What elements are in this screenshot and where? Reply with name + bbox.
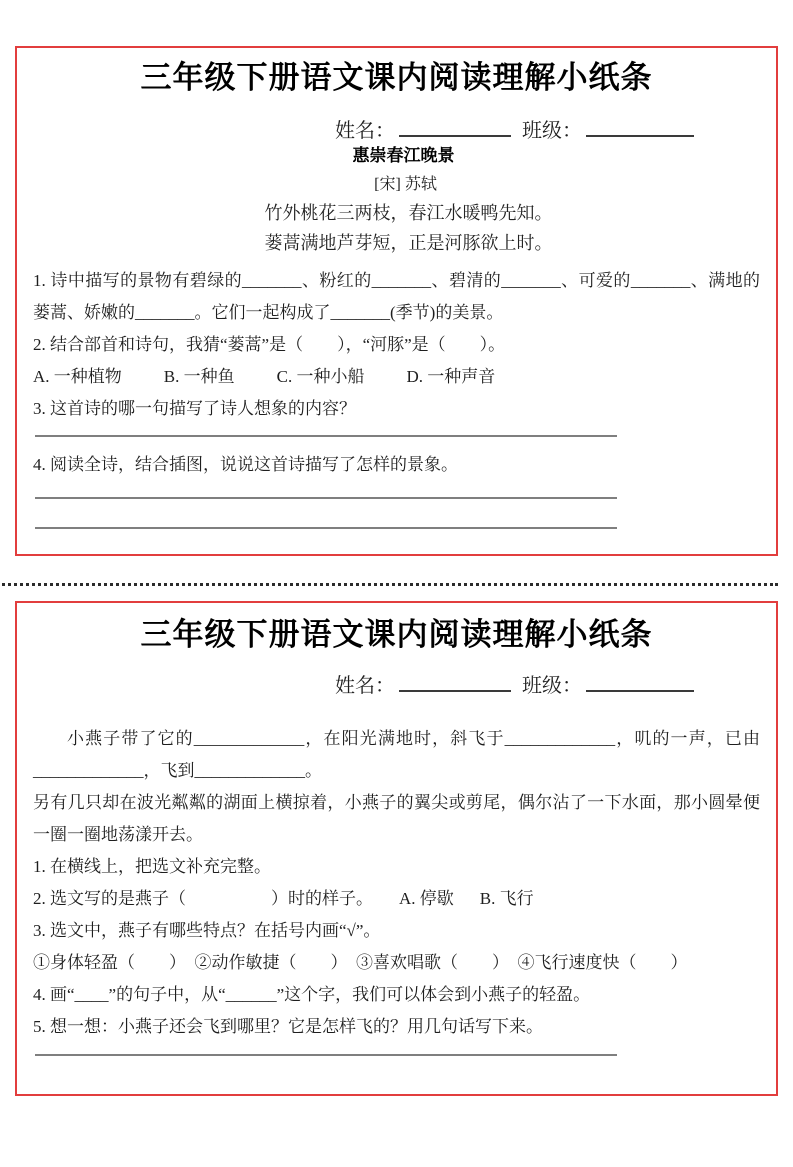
- poem-line-1: 竹外桃花三两枝，春江水暖鸭先知。: [264, 203, 553, 223]
- question-2-row: [33, 883, 760, 915]
- poem-title: 惠崇春江晚景: [352, 146, 455, 165]
- name-blank: [399, 673, 511, 692]
- passage-paragraph-2: 另有几只却在波光粼粼的湖面上横掠着，小燕子的翼尖或剪尾，偶尔沾了一下水面，那小圆晕便一圈一圈地荡漾开去。: [33, 793, 760, 844]
- question-5: 5. 想一想：小燕子还会飞到哪里？它是怎样飞的？用几句话写下来。: [33, 1017, 543, 1036]
- sheet1-questions: [17, 265, 776, 529]
- question-3: 3. 选文中，燕子有哪些特点？在括号内画“√”。: [33, 921, 381, 940]
- class-label: 班级：: [522, 120, 582, 142]
- sheet-1: [15, 46, 778, 556]
- sheet1-title: 三年级下册语文课内阅读理解小纸条: [140, 60, 653, 95]
- worksheet-page: [0, 46, 793, 1096]
- question-2: 2. 选文写的是燕子（ ）时的样子。: [33, 889, 373, 908]
- answer-line: [35, 1043, 617, 1056]
- question-3: 3. 这首诗的哪一句描写了诗人想象的内容？: [33, 399, 356, 418]
- sheet1-name-row: [17, 114, 776, 140]
- sheet2-title: 三年级下册语文课内阅读理解小纸条: [140, 617, 653, 652]
- name-blank: [399, 118, 511, 137]
- question-1: 1. 在横线上，把选文补充完整。: [33, 857, 271, 876]
- option-b: B. 飞行: [479, 889, 534, 908]
- name-label: 姓名：: [335, 120, 395, 142]
- poem-author: [宋] 苏轼: [374, 176, 437, 193]
- question-4: 4. 阅读全诗，结合插图，说说这首诗描写了怎样的景象。: [33, 455, 458, 474]
- cut-line-divider: [0, 583, 778, 586]
- class-blank: [586, 673, 694, 692]
- class-blank: [586, 118, 694, 137]
- answer-line: [35, 481, 617, 499]
- option-a: A. 停歇: [399, 889, 454, 908]
- option-c: C. 一种小船: [276, 367, 365, 386]
- sheet2-name-row: [17, 669, 776, 695]
- class-label: 班级：: [522, 675, 582, 697]
- question-4: 4. 画“____”的句子中，从“______”这个字，我们可以体会到小燕子的轻盈。: [33, 985, 591, 1004]
- question-3-items: ①身体轻盈（ ） ②动作敏捷（ ） ③喜欢唱歌（ ） ④飞行速度快（ ）: [33, 953, 688, 972]
- sheet2-content: [17, 723, 776, 1056]
- answer-line: [35, 425, 617, 437]
- name-label: 姓名：: [335, 675, 395, 697]
- option-a: A. 一种植物: [33, 367, 122, 386]
- option-d: D. 一种声音: [406, 367, 496, 386]
- question-2-options: [33, 361, 760, 393]
- sheet-2: [15, 601, 778, 1096]
- question-1: 1. 诗中描写的景物有碧绿的_______、粉红的_______、碧清的_______、可爱的_______、满地的蒌蒿、娇嫩的_______。它们一起构成了_______(季节)的美景。: [33, 271, 760, 322]
- question-2: 2. 结合部首和诗句，我猜“蒌蒿”是（ ），“河豚”是（ ）。: [33, 335, 506, 354]
- passage-paragraph-1: 小燕子带了它的_____________，在阳光满地时，斜飞于_____________，叽的一声，已由_____________，飞到_____________。: [33, 729, 760, 780]
- answer-line: [35, 499, 617, 529]
- option-b: B. 一种鱼: [163, 367, 235, 386]
- poem-line-2: 蒌蒿满地芦芽短，正是河豚欲上时。: [264, 233, 553, 253]
